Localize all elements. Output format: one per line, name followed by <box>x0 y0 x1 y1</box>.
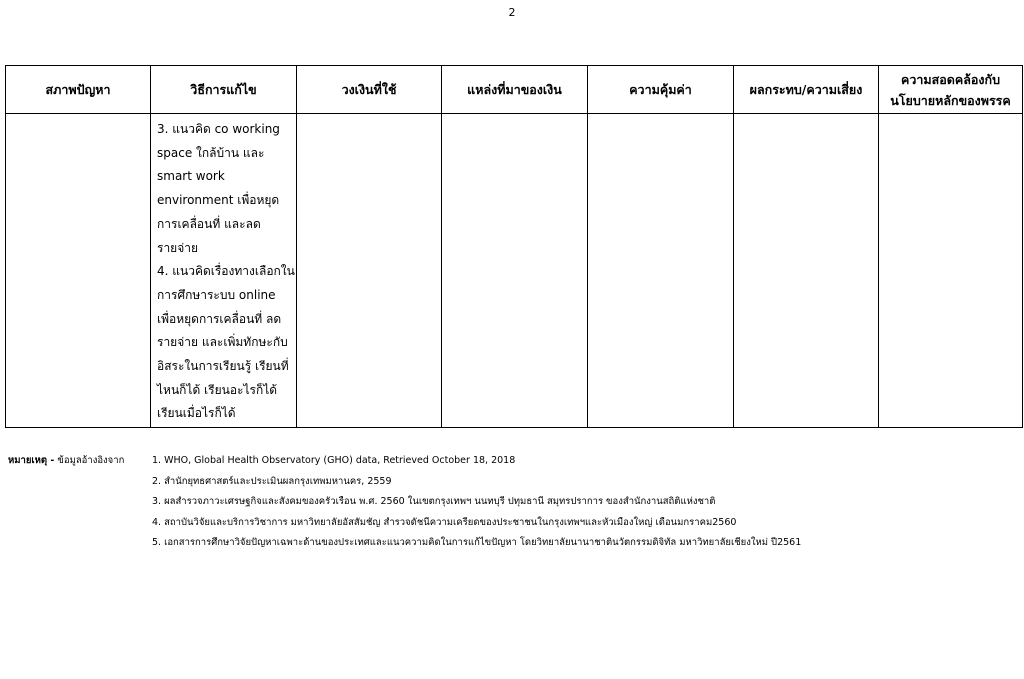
solution-line: smart work <box>157 169 225 184</box>
notes-label-bold: หมายเหตุ - <box>8 455 55 466</box>
cell-value-for-money <box>588 114 734 428</box>
header-funding-source: แหล่งที่มาของเงิน <box>442 66 588 114</box>
page-number: 2 <box>508 6 516 19</box>
solution-line: space ใกล้บ้าน และ <box>157 145 265 160</box>
solution-line: การเคลื่อนที่ และลด <box>157 216 261 231</box>
notes-label <box>8 451 124 472</box>
cell-policy-alignment <box>879 114 1023 428</box>
solution-line: 3. แนวคิด co working <box>157 122 280 136</box>
reference-item: 4. สถาบันวิจัยและบริการวิชาการ มหาวิทยาลัยอัสสัมชัญ สำรวจดัชนีความเครียดของประชาชนในกรุงเทพฯและหัวเมืองใหญ่ เดือนมกราคม2560 <box>152 516 737 528</box>
header-impact-risk: ผลกระทบ/ความเสี่ยง <box>734 66 879 114</box>
solution-line: เรียนเมื่อไรก็ได้ <box>157 406 236 421</box>
solution-line: รายจ่าย และเพิ่มทักษะกับ <box>157 335 288 350</box>
solution-line: การศึกษาระบบ online <box>157 287 276 302</box>
cell-problem <box>6 114 151 428</box>
reference-item: 5. เอกสารการศึกษาวิจัยปัญหาเฉพาะด้านของประเทศและแนวความคิดในการแก้ไขปัญหา โดยวิทยาลัยนานาชาตินวัตกรรมดิจิทัล มหาวิทยาลัยเชียงใหม่ ปี2561 <box>152 537 802 548</box>
solution-line: เพื่อหยุดการเคลื่อนที่ ลด <box>157 311 282 326</box>
table-header-row <box>6 66 1023 114</box>
reference-item: 2. สำนักยุทธศาสตร์และประเมินผลกรุงเทพมหานคร, 2559 <box>152 475 392 487</box>
header-policy-alignment: ความสอดคล้องกับ นโยบายหลักของพรรค <box>879 66 1023 114</box>
solution-line: 4. แนวคิดเรื่องทางเลือกใน <box>157 264 295 279</box>
table-row <box>6 114 1023 428</box>
header-problem: สภาพปัญหา <box>6 66 151 114</box>
solution-line: ไหนก็ได้ เรียนอะไรก็ได้ <box>157 382 278 397</box>
header-budget: วงเงินที่ใช้ <box>297 66 442 114</box>
reference-item: 3. ผลสำรวจภาวะเศรษฐกิจและสังคมของครัวเรือน พ.ศ. 2560 ในเขตกรุงเทพฯ นนทบุรี ปทุมธานี สมุทรปราการ ของสำนักงานสถิติแห่งชาติ <box>152 496 716 507</box>
notes-label-rest: ข้อมูลอ้างอิงจาก <box>54 455 125 466</box>
solution-line: รายจ่าย <box>157 240 199 255</box>
solution-line: environment เพื่อหยุด <box>157 193 280 208</box>
cell-solution <box>151 114 297 428</box>
reference-item: 1. WHO, Global Health Observatory (GHO) data, Retrieved October 18, 2018 <box>152 455 516 466</box>
header-solution: วิธีการแก้ไข <box>151 66 297 114</box>
references-list <box>152 451 1012 554</box>
solution-line: อิสระในการเรียนรู้ เรียนที่ <box>157 359 289 374</box>
proposal-table <box>5 65 1023 428</box>
cell-funding-source <box>442 114 588 428</box>
cell-budget <box>297 114 442 428</box>
cell-impact-risk <box>734 114 879 428</box>
header-value-for-money: ความคุ้มค่า <box>588 66 734 114</box>
